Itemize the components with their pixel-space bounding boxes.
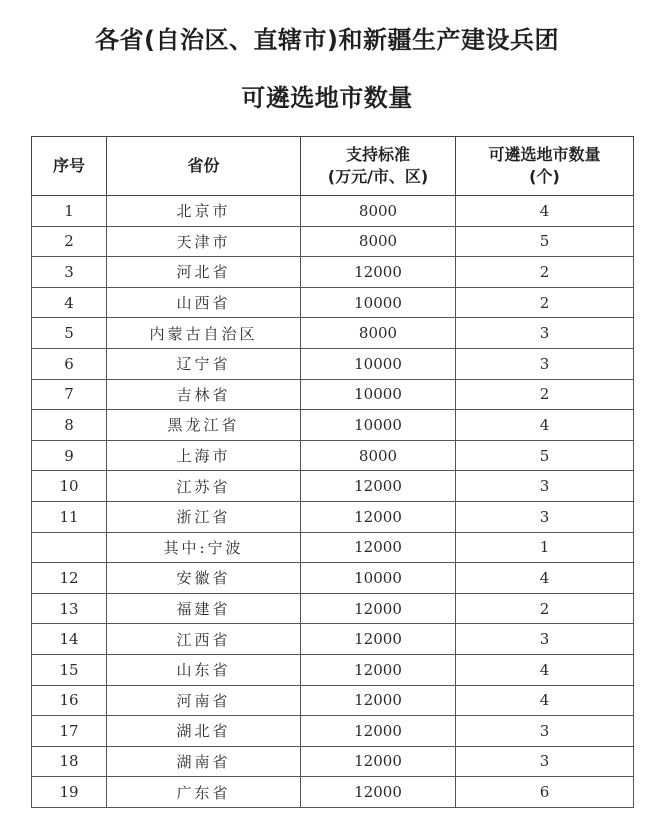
table-row bbox=[32, 746, 634, 777]
table-row bbox=[32, 654, 634, 685]
cell-city-count: 5 bbox=[456, 226, 634, 257]
header-support-standard-line2: (万元/市、区) bbox=[327, 167, 429, 186]
cell-province: 黑龙江省 bbox=[107, 410, 301, 441]
cell-city-count: 3 bbox=[456, 318, 634, 349]
cell-city-count: 2 bbox=[456, 379, 634, 410]
table-row bbox=[32, 501, 634, 532]
table-header-row bbox=[32, 137, 634, 196]
cell-support-standard: 12000 bbox=[301, 593, 456, 624]
cell-city-count: 3 bbox=[456, 501, 634, 532]
table-row bbox=[32, 563, 634, 594]
cell-province: 浙江省 bbox=[107, 501, 301, 532]
cell-support-standard: 12000 bbox=[301, 716, 456, 747]
header-province: 省份 bbox=[107, 137, 301, 196]
cell-support-standard: 8000 bbox=[301, 440, 456, 471]
table-row bbox=[32, 685, 634, 716]
cell-province: 江苏省 bbox=[107, 471, 301, 502]
cell-province: 其中:宁波 bbox=[107, 532, 301, 563]
header-support-standard bbox=[301, 137, 456, 196]
cell-support-standard: 12000 bbox=[301, 624, 456, 655]
cell-city-count: 3 bbox=[456, 746, 634, 777]
cell-serial-number: 3 bbox=[32, 257, 107, 288]
header-serial-number: 序号 bbox=[32, 137, 107, 196]
cell-city-count: 2 bbox=[456, 593, 634, 624]
cell-province: 吉林省 bbox=[107, 379, 301, 410]
header-support-standard-line1: 支持标准 bbox=[345, 145, 410, 164]
cell-serial-number: 2 bbox=[32, 226, 107, 257]
document-title: 各省(自治区、直辖市)和新疆生产建设兵团 bbox=[95, 26, 559, 54]
cell-city-count: 6 bbox=[456, 777, 634, 808]
cell-support-standard: 10000 bbox=[301, 287, 456, 318]
table-row bbox=[32, 410, 634, 441]
cell-serial-number: 1 bbox=[32, 196, 107, 227]
cell-support-standard: 12000 bbox=[301, 746, 456, 777]
cell-province: 广东省 bbox=[107, 777, 301, 808]
cell-province: 湖北省 bbox=[107, 716, 301, 747]
table-row bbox=[32, 196, 634, 227]
cell-serial-number: 9 bbox=[32, 440, 107, 471]
cell-province: 上海市 bbox=[107, 440, 301, 471]
cell-support-standard: 10000 bbox=[301, 410, 456, 441]
table-row bbox=[32, 348, 634, 379]
table-row bbox=[32, 716, 634, 747]
cell-serial-number: 13 bbox=[32, 593, 107, 624]
table-row bbox=[32, 777, 634, 808]
cell-province: 内蒙古自治区 bbox=[107, 318, 301, 349]
header-city-count-line1: 可遴选地市数量 bbox=[488, 145, 601, 164]
cell-province: 辽宁省 bbox=[107, 348, 301, 379]
table-row bbox=[32, 318, 634, 349]
cell-province: 安徽省 bbox=[107, 563, 301, 594]
cell-province: 山东省 bbox=[107, 654, 301, 685]
cell-province: 福建省 bbox=[107, 593, 301, 624]
cell-city-count: 3 bbox=[456, 471, 634, 502]
cell-province: 天津市 bbox=[107, 226, 301, 257]
cell-city-count: 4 bbox=[456, 410, 634, 441]
cell-support-standard: 12000 bbox=[301, 685, 456, 716]
cell-support-standard: 12000 bbox=[301, 777, 456, 808]
table-row bbox=[32, 440, 634, 471]
cell-support-standard: 12000 bbox=[301, 501, 456, 532]
cell-serial-number: 17 bbox=[32, 716, 107, 747]
cell-province: 山西省 bbox=[107, 287, 301, 318]
cell-support-standard: 8000 bbox=[301, 318, 456, 349]
cell-support-standard: 10000 bbox=[301, 563, 456, 594]
cell-province: 河南省 bbox=[107, 685, 301, 716]
cell-city-count: 4 bbox=[456, 654, 634, 685]
table-row bbox=[32, 226, 634, 257]
cell-serial-number: 6 bbox=[32, 348, 107, 379]
cell-serial-number: 15 bbox=[32, 654, 107, 685]
cell-serial-number: 16 bbox=[32, 685, 107, 716]
table-row bbox=[32, 624, 634, 655]
cell-serial-number: 8 bbox=[32, 410, 107, 441]
cell-serial-number: 19 bbox=[32, 777, 107, 808]
cell-province: 北京市 bbox=[107, 196, 301, 227]
cell-support-standard: 10000 bbox=[301, 348, 456, 379]
cell-support-standard: 8000 bbox=[301, 196, 456, 227]
cell-city-count: 4 bbox=[456, 196, 634, 227]
cell-province: 湖南省 bbox=[107, 746, 301, 777]
cell-serial-number: 4 bbox=[32, 287, 107, 318]
cell-serial-number: 11 bbox=[32, 501, 107, 532]
cell-city-count: 4 bbox=[456, 563, 634, 594]
cell-support-standard: 10000 bbox=[301, 379, 456, 410]
cell-serial-number: 7 bbox=[32, 379, 107, 410]
header-city-count-line2: (个) bbox=[529, 167, 560, 186]
table-row bbox=[32, 257, 634, 288]
header-city-count bbox=[456, 137, 634, 196]
cell-support-standard: 12000 bbox=[301, 654, 456, 685]
cell-city-count: 3 bbox=[456, 716, 634, 747]
table-row bbox=[32, 593, 634, 624]
cell-city-count: 1 bbox=[456, 532, 634, 563]
cell-support-standard: 8000 bbox=[301, 226, 456, 257]
table-row bbox=[32, 287, 634, 318]
table-body bbox=[32, 196, 634, 808]
table-row bbox=[32, 471, 634, 502]
table-row bbox=[32, 379, 634, 410]
cell-serial-number bbox=[32, 532, 107, 563]
cell-serial-number: 14 bbox=[32, 624, 107, 655]
cell-city-count: 4 bbox=[456, 685, 634, 716]
cell-province: 河北省 bbox=[107, 257, 301, 288]
cell-city-count: 2 bbox=[456, 287, 634, 318]
allocation-table bbox=[31, 136, 634, 808]
cell-serial-number: 12 bbox=[32, 563, 107, 594]
table-row bbox=[32, 532, 634, 563]
cell-support-standard: 12000 bbox=[301, 532, 456, 563]
document-subtitle: 可遴选地市数量 bbox=[241, 84, 413, 112]
cell-city-count: 2 bbox=[456, 257, 634, 288]
cell-serial-number: 5 bbox=[32, 318, 107, 349]
cell-city-count: 3 bbox=[456, 348, 634, 379]
cell-support-standard: 12000 bbox=[301, 471, 456, 502]
cell-serial-number: 18 bbox=[32, 746, 107, 777]
cell-serial-number: 10 bbox=[32, 471, 107, 502]
cell-city-count: 5 bbox=[456, 440, 634, 471]
cell-support-standard: 12000 bbox=[301, 257, 456, 288]
cell-city-count: 3 bbox=[456, 624, 634, 655]
cell-province: 江西省 bbox=[107, 624, 301, 655]
